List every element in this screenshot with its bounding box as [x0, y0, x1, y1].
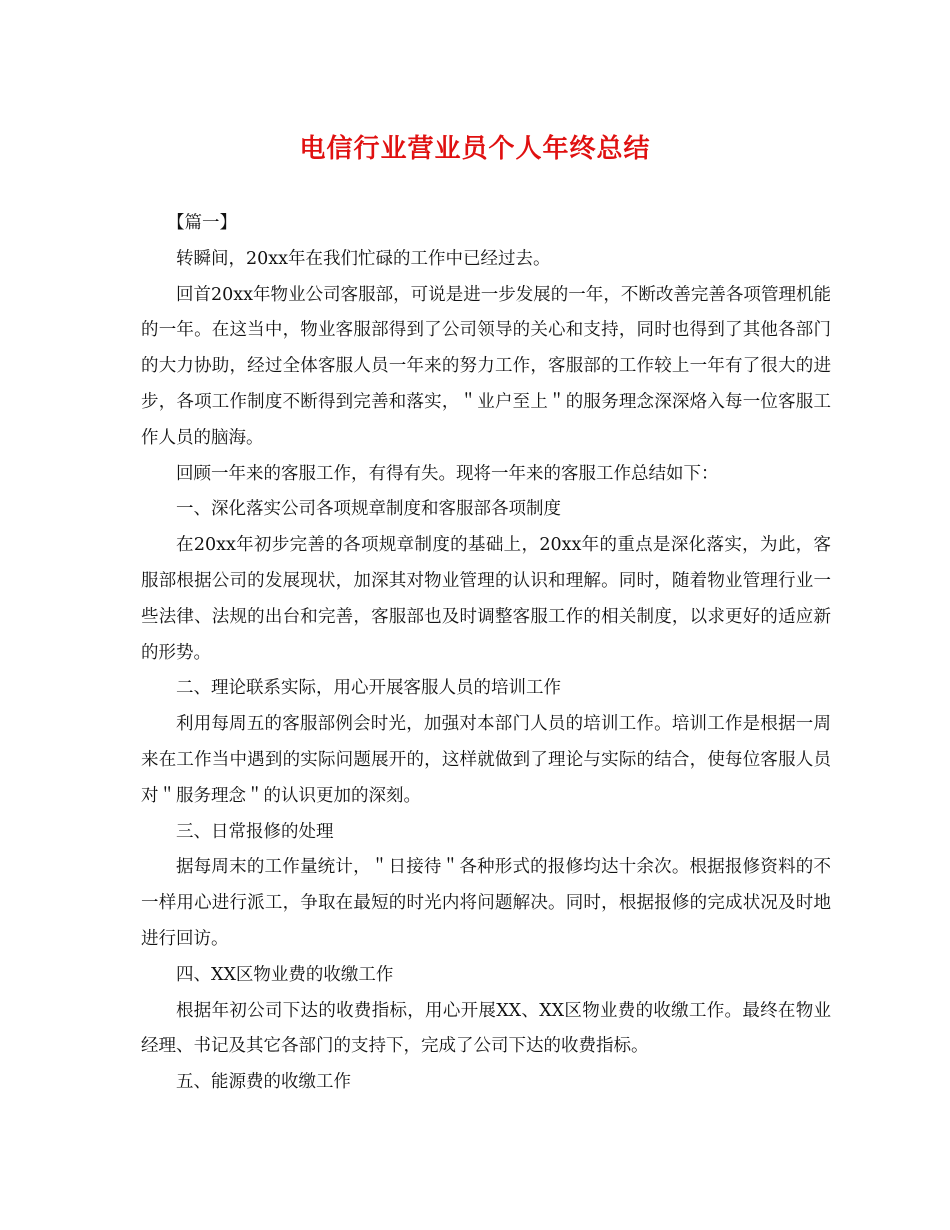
- heading-section-1: 一、深化落实公司各项规章制度和客服部各项制度: [176, 499, 561, 520]
- paragraph-summary-lead: 回顾一年来的客服工作，有得有失。现将一年来的客服工作总结如下：: [176, 463, 719, 484]
- section-tag: 【篇一】: [167, 213, 237, 233]
- paragraph-section-3: 据每周末的工作量统计，＂日接待＂各种形式的报修均达十余次。根据报修资料的不一样用心进行派工，争取在最短的时光内将问题解决。同时，根据报修的完成状况及时地进行回访。: [141, 857, 831, 949]
- heading-section-4: 四、XX区物业费的收缴工作: [176, 964, 394, 985]
- paragraph-intro: 转瞬间，20xx年在我们忙碌的工作中已经过去。: [176, 248, 551, 269]
- heading-section-3: 三、日常报修的处理: [176, 821, 334, 842]
- paragraph-section-1: 在20xx年初步完善的各项规章制度的基础上，20xx年的重点是深化落实，为此，客服部根据公司的发展现状，加深其对物业管理的认识和理解。同时，随着物业管理行业一些法律、法规的出台和完善，客服部也及时调整客服工作的相关制度，以求更好的适应新的形势。: [141, 535, 831, 663]
- heading-section-2: 二、理论联系实际，用心开展客服人员的培训工作: [176, 678, 561, 699]
- paragraph-review: 回首20xx年物业公司客服部，可说是进一步发展的一年，不断改善完善各项管理机能的一年。在这当中，物业客服部得到了公司领导的关心和支持，同时也得到了其他各部门的大力协助，经过全体客服人员一年来的努力工作，客服部的工作较上一年有了很大的进步，各项工作制度不断得到完善和落实，＂业户至上＂的服务理念深深烙入每一位客服工作人员的脑海。: [141, 284, 831, 448]
- paragraph-section-2: 利用每周五的客服部例会时光，加强对本部门人员的培训工作。培训工作是根据一周来在工作当中遇到的实际问题展开的，这样就做到了理论与实际的结合，使每位客服人员对＂服务理念＂的认识更加的深刻。: [141, 714, 831, 806]
- document-title: 电信行业营业员个人年终总结: [299, 134, 651, 164]
- heading-section-5: 五、能源费的收缴工作: [176, 1072, 351, 1093]
- paragraph-section-4: 根据年初公司下达的收费指标，用心开展XX、XX区物业费的收缴工作。最终在物业经理、书记及其它各部门的支持下，完成了公司下达的收费指标。: [141, 1000, 831, 1057]
- document-body: [141, 206, 831, 1101]
